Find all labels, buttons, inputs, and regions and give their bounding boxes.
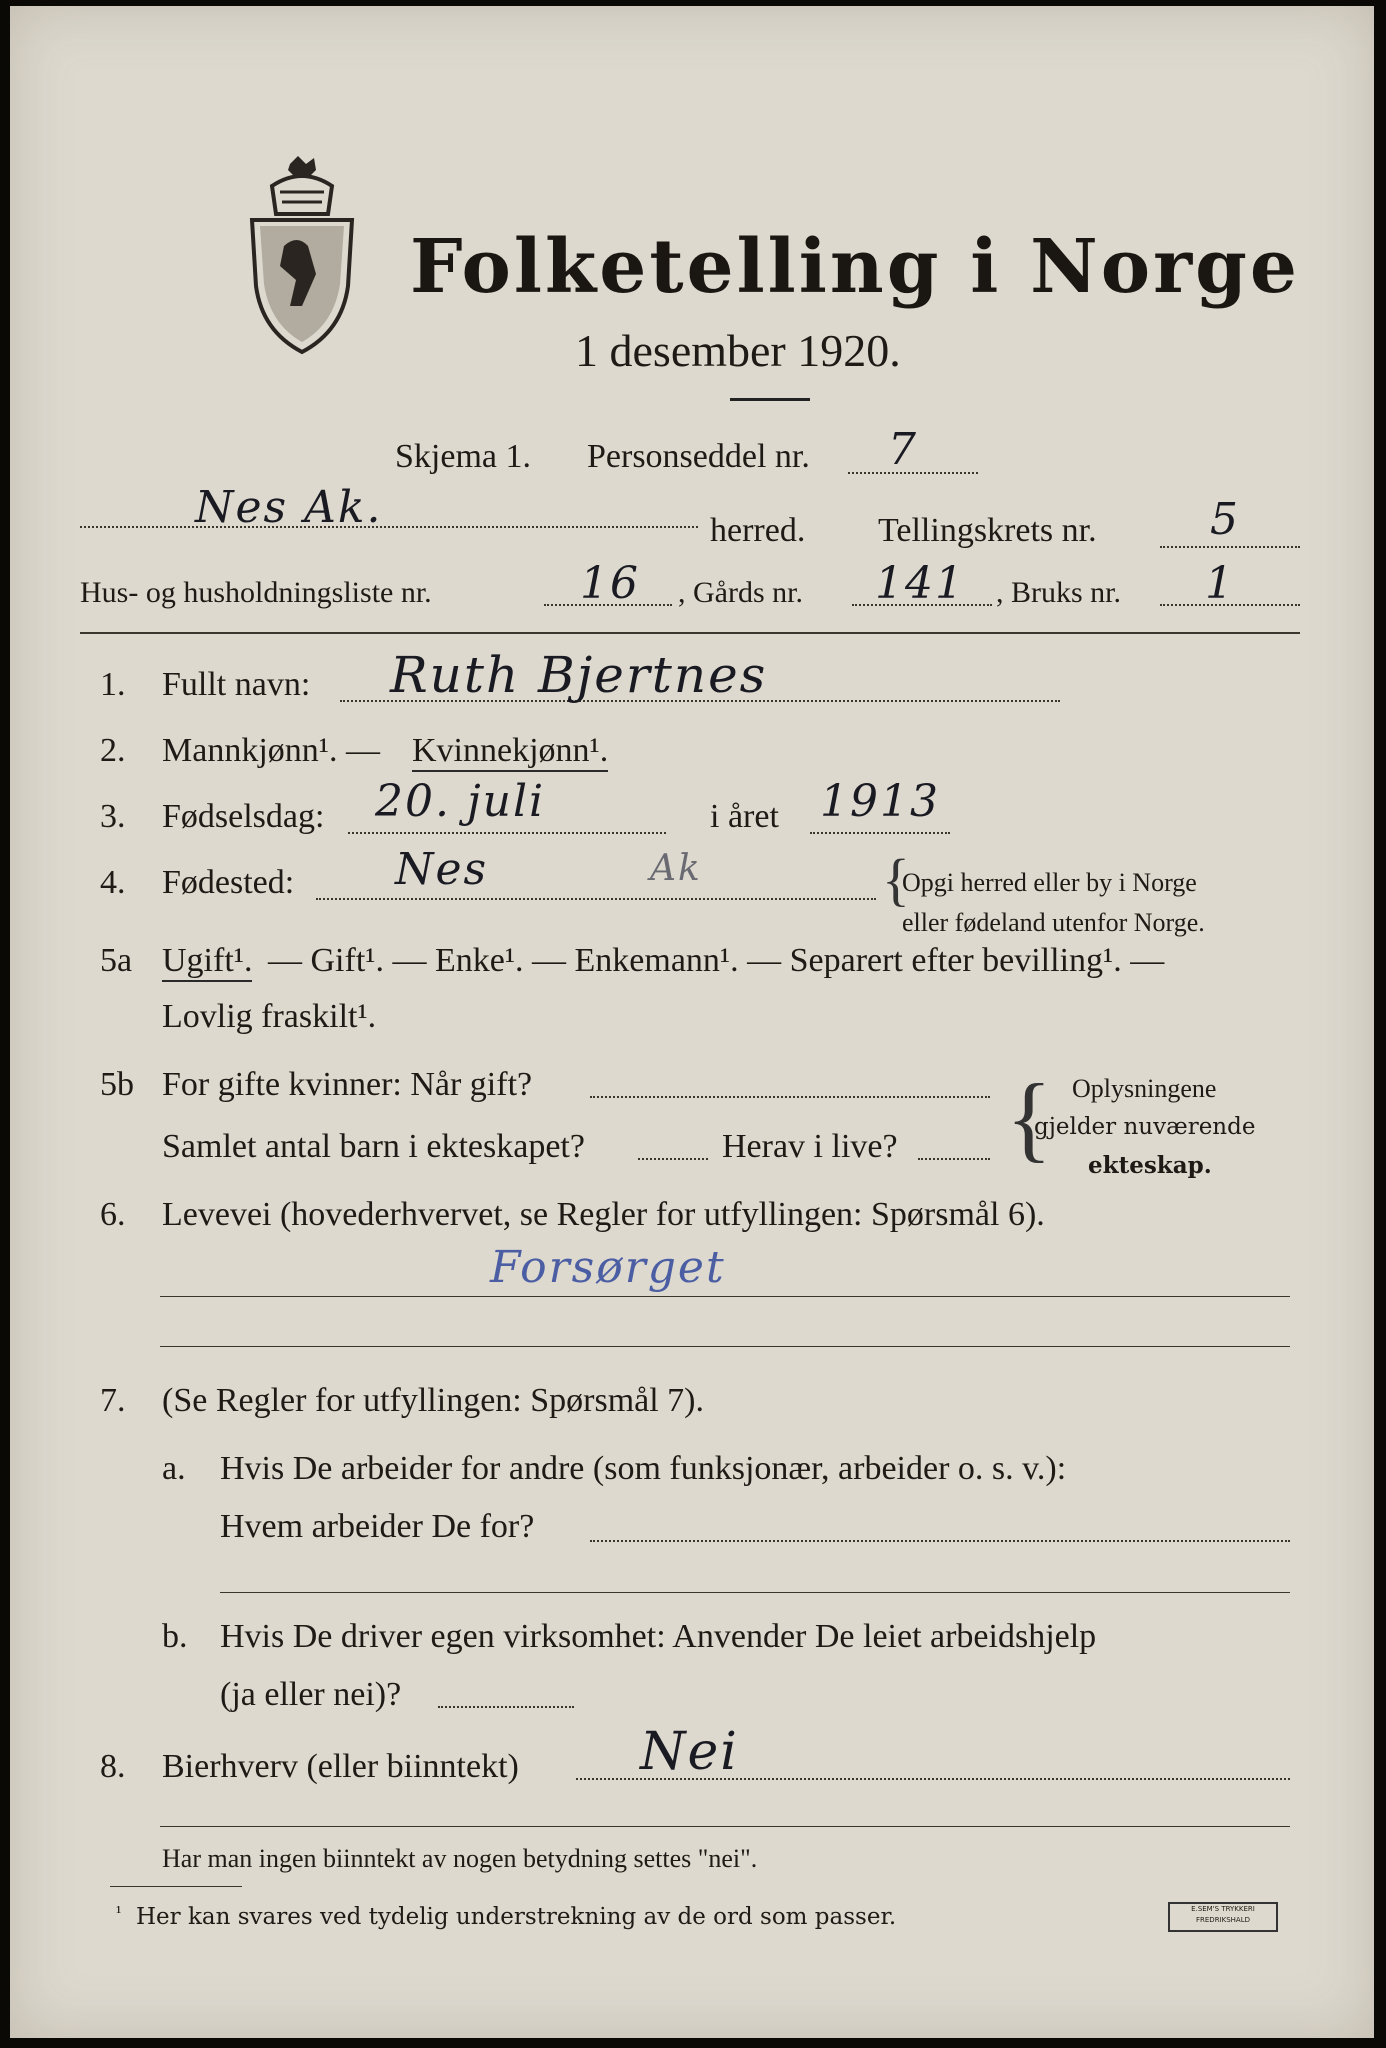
herred-dots [80,526,698,528]
q5a-ugift-option[interactable]: Ugift¹. [162,942,252,982]
q6-line1 [160,1296,1290,1297]
q8-line [160,1826,1290,1827]
q3-year-label: i året [710,798,779,835]
q5b-note2: gjelder nuværende [1034,1114,1256,1140]
q8-bierhverv-value[interactable]: Nei [640,1722,739,1782]
q3-number: 3. [100,798,126,835]
q3-dots [348,832,666,834]
q4-number: 4. [100,864,126,901]
q5b-number: 5b [100,1066,134,1103]
q7b-answer-dots[interactable] [438,1706,574,1708]
q7a-line1: Hvis De arbeider for andre (som funksjonær, arbeider o. s. v.): [220,1450,1067,1487]
q1-fullname-value[interactable]: Ruth Bjertnes [390,646,768,704]
personseddel-value[interactable]: 7 [888,424,918,475]
census-form-page [10,6,1374,2038]
q3-label: Fødselsdag: [162,798,325,835]
q5b-note3: ekteskap. [1088,1152,1212,1179]
footnote-rule [110,1886,242,1887]
q5b-line1: For gifte kvinner: Når gift? [162,1066,533,1103]
gards-value[interactable]: 141 [875,558,965,609]
q5b-brace: { [1006,1064,1053,1171]
herred-label: herred. [710,512,806,549]
printer-stamp: E.SEM'S TRYKKERI FREDRIKSHALD [1168,1902,1278,1932]
husliste-label: Hus- og husholdningsliste nr. [80,576,432,609]
q7a-line2: Hvem arbeider De for? [220,1508,535,1545]
q5a-other-options[interactable]: — Gift¹. — Enke¹. — Enkemann¹. — Separert efter bevilling¹. — [268,942,1165,979]
q1-label: Fullt navn: [162,666,311,703]
bruks-label: , Bruks nr. [996,576,1122,609]
q5b-alive-dots[interactable] [918,1158,990,1160]
q2-mannkjonn-option[interactable]: Mannkjønn¹. — [162,732,380,769]
footer-note: Har man ingen biinntekt av nogen betydning settes "nei". [162,1844,758,1873]
q6-occupation-value[interactable]: Forsørget [490,1242,726,1293]
q5b-line2a: Samlet antal barn i ekteskapet? [162,1128,585,1165]
footnote-mark: ¹ [116,1902,122,1922]
q5b-children-dots[interactable] [638,1158,708,1160]
tellingskrets-label: Tellingskrets nr. [878,512,1097,549]
form-title: Folketelling i Norge [410,224,1300,310]
q5a-number: 5a [100,942,133,979]
q7b-line1: Hvis De driver egen virksomhet: Anvender De leiet arbeidshjelp [220,1618,1097,1655]
q7b-line2: (ja eller nei)? [220,1676,402,1713]
q7b-letter: b. [162,1618,188,1655]
q6-label: Levevei (hovederhvervet, se Regler for utfyllingen: Spørsmål 6). [162,1196,1045,1233]
q4-birthplace-value-2[interactable]: Ak [650,848,702,889]
q7a-employer-dots[interactable] [590,1540,1290,1542]
q7a-line [220,1592,1290,1593]
q4-birthplace-value[interactable]: Nes [395,844,489,895]
q5b-married-dots[interactable] [590,1096,990,1098]
q4-brace: { [882,847,910,912]
herred-value[interactable]: Nes Ak. [195,482,383,533]
q6-number: 6. [100,1196,126,1233]
q3-year-dots [810,832,950,834]
gards-label: , Gårds nr. [678,576,803,609]
q5a-fraskilt-option[interactable]: Lovlig fraskilt¹. [162,998,377,1035]
q7-number: 7. [100,1382,126,1419]
skjema-label: Skjema 1. [395,438,531,475]
personseddel-label: Personseddel nr. [587,438,810,475]
q1-number: 1. [100,666,126,703]
q7a-letter: a. [162,1450,186,1487]
tellingskrets-value[interactable]: 5 [1210,494,1240,545]
q2-kvinnekjonn-option[interactable]: Kvinnekjønn¹. [412,732,608,772]
q5b-note1: Oplysningene [1072,1074,1217,1103]
q7-label: (Se Regler for utfyllingen: Spørsmål 7). [162,1382,705,1419]
q4-note-line2: eller fødeland utenfor Norge. [902,908,1205,937]
footnote-text: Her kan svares ved tydelig understrekning av de ord som passer. [136,1904,897,1930]
header-rule [80,632,1300,634]
q4-label: Fødested: [162,864,295,901]
norway-coat-of-arms-icon [242,156,362,356]
q4-note-line1: Opgi herred eller by i Norge [902,868,1197,897]
q8-label: Bierhverv (eller biinntekt) [162,1748,519,1785]
q2-number: 2. [100,732,126,769]
q4-dots [316,898,876,900]
q6-line2 [160,1346,1290,1347]
tellingskrets-dots [1160,546,1300,548]
q3-birthday-value[interactable]: 20. juli [375,776,546,827]
q3-year-value[interactable]: 1913 [820,776,940,827]
husliste-value[interactable]: 16 [580,558,640,609]
bruks-value[interactable]: 1 [1205,558,1235,609]
title-divider [730,398,810,401]
q8-number: 8. [100,1748,126,1785]
form-date: 1 desember 1920. [575,325,901,376]
q5b-line2b: Herav i live? [722,1128,898,1165]
